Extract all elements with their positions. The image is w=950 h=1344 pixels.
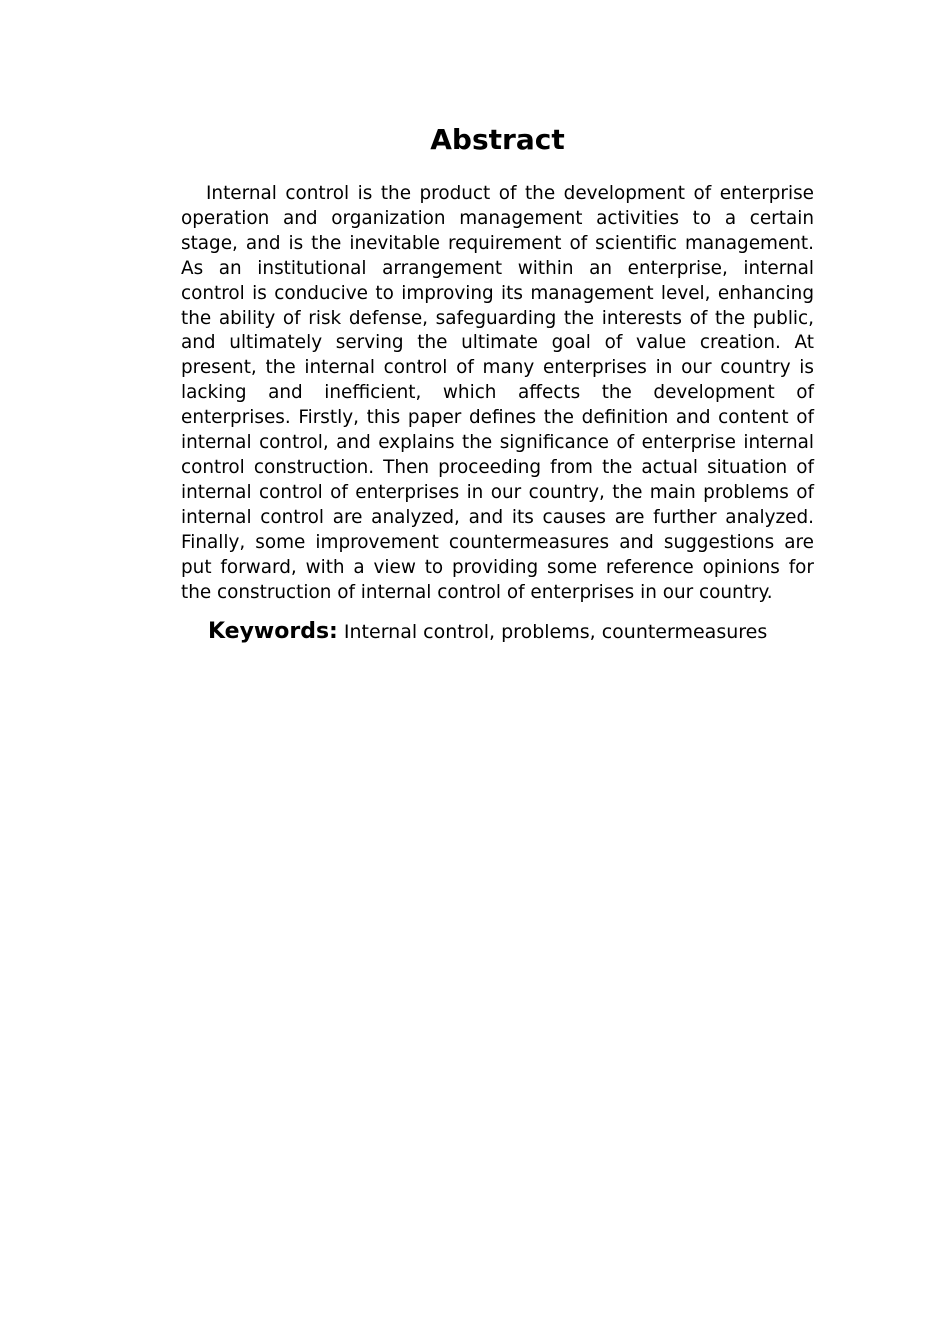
keywords-value: Internal control, problems, countermeasures [343, 621, 768, 644]
keywords-label: Keywords: [208, 619, 338, 645]
page-title: Abstract [430, 123, 565, 156]
abstract-body: Internal control is the product of the development of enterprise operation and organization management activities to a certain stage, and is the inevitable requirement of scientific management. As an institutional arrangement within an enterprise, internal control is conducive to improving its management level, enhancing the ability of risk defense, safeguarding the interests of the public, and ultimately serving the ultimate goal of value creation. At present, the internal control of many enterprises in our country is lacking and inefficient, which affects the development of enterprises. Firstly, this paper defines the definition and content of internal control, and explains the significance of enterprise internal control construction. Then proceeding from the actual situation of internal control of enterprises in our country, the main problems of internal control are analyzed, and its causes are further analyzed. Finally, some improvement countermeasures and suggestions are put forward, with a view to providing some reference opinions for the construction of internal control of enterprises in our country. [181, 183, 814, 603]
keywords-line [181, 617, 814, 647]
abstract-page [181, 120, 814, 647]
